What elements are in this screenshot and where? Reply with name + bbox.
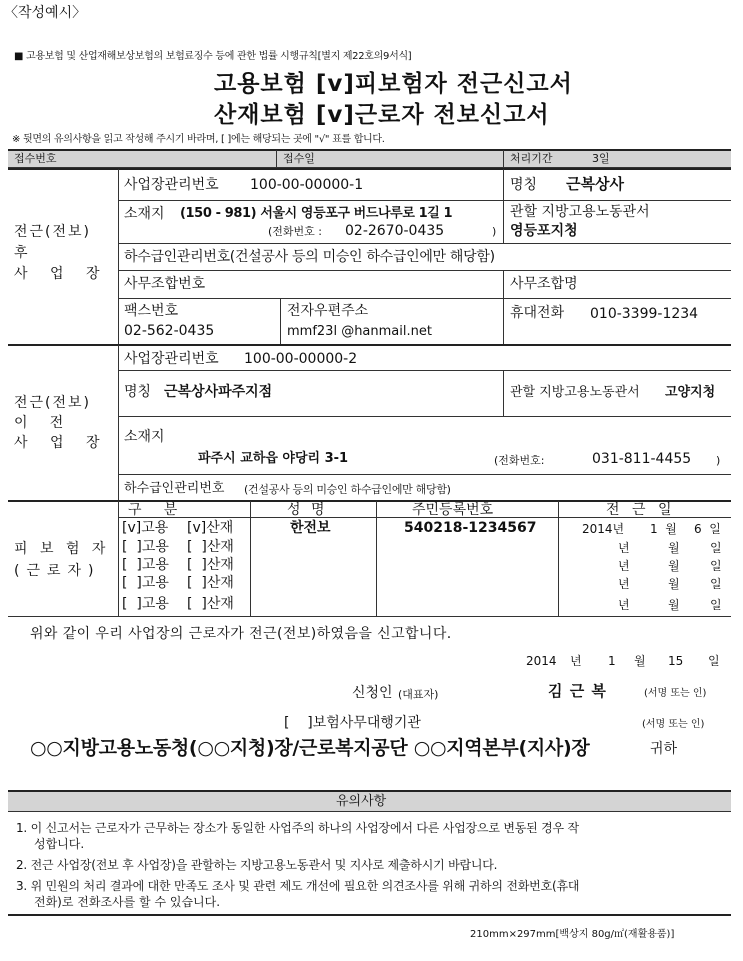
insured-name: 한전보: [290, 520, 331, 536]
date-year: 2014: [526, 654, 557, 668]
transfer-year: 년: [618, 598, 630, 612]
after-phone: 02-2670-0435: [345, 223, 445, 239]
employment-checkbox[interactable]: [ ]고용: [122, 596, 169, 612]
before-name: 근복상사파주지점: [164, 384, 273, 400]
instruction-text: ※ 뒷면의 유의사항을 읽고 작성해 주시기 바라며, [ ]에는 해당되는 곳에 "√" 표를 합니다.: [12, 134, 385, 145]
transfer-month: 월: [668, 598, 680, 612]
col-name-header: 성 명: [287, 502, 328, 518]
after-fax-label: 팩스번호: [124, 303, 179, 319]
date-day: 15: [668, 654, 684, 668]
agency-sign-note[interactable]: (서명 또는 인): [642, 719, 705, 730]
after-side-label-3: 사 업 장: [14, 266, 109, 282]
after-fax: 02-562-0435: [124, 323, 215, 339]
after-phone-label: (전화번호 :: [268, 225, 322, 238]
date-month-unit: 월: [634, 654, 646, 668]
after-office: 영등포지청: [510, 223, 578, 239]
example-label: 〈작성예시〉: [4, 5, 87, 21]
note-line-3: 3. 위 민원의 처리 결과에 대한 만족도 조사 및 관련 제도 개선에 필요한 의견조사를 위해 귀하의 전화번호(휴대: [16, 879, 580, 893]
before-office: 고양지청: [665, 385, 716, 400]
processing-period-value: 3일: [592, 152, 610, 165]
before-address-label: 소재지: [124, 429, 165, 445]
employment-checkbox[interactable]: [ ]고용: [122, 539, 169, 555]
after-mgmt-no-label: 사업장관리번호: [124, 177, 219, 193]
employment-checkbox[interactable]: [ ]고용: [122, 575, 169, 591]
before-side-label-1: 전근(전보): [14, 395, 92, 411]
agency-checkbox[interactable]: [ ]보험사무대행기관: [284, 715, 421, 731]
transfer-year: 년: [618, 559, 630, 573]
before-phone-label: (전화번호:: [494, 454, 545, 467]
employment-checkbox[interactable]: [ ]고용: [122, 557, 169, 573]
note-line-1: 1. 이 신고서는 근로자가 근무하는 장소가 동일한 사업주의 하나의 사업장에서 다른 사업장으로 변동된 경우 작: [16, 821, 579, 835]
after-mgmt-no: 100-00-00000-1: [250, 177, 364, 193]
before-side-label-3: 사 업 장: [14, 435, 109, 451]
col-rrn-header: 주민등록번호: [412, 502, 494, 518]
after-name-label: 명칭: [510, 177, 538, 193]
before-address: 파주시 교하읍 야당리 3-1: [198, 451, 349, 466]
before-phone: 031-811-4455: [592, 451, 692, 467]
transfer-month: 월: [668, 577, 680, 591]
before-phone-close: ): [716, 454, 721, 467]
applicant-sub-label: (대표자): [398, 688, 439, 701]
addressee: ○○지방고용노동청(○○지청)장/근로복지공단 ○○지역본부(지사)장: [30, 737, 590, 759]
receipt-date-label: 접수일: [283, 152, 315, 165]
after-address-label: 소재지: [124, 206, 165, 222]
industrial-checkbox[interactable]: [ ]산재: [187, 575, 234, 591]
after-email: mmf23l @hanmail.net: [287, 324, 432, 339]
transfer-day: 일: [710, 577, 722, 591]
transfer-month: 1 월: [650, 522, 677, 536]
industrial-checkbox[interactable]: [ ]산재: [187, 596, 234, 612]
col-type-header: 구 분: [128, 502, 178, 518]
before-office-label: 관할 지방고용노동관서: [510, 385, 640, 400]
regulation-text: ■ 고용보험 및 산업재해보상보험의 보험료징수 등에 관한 법률 시행규칙[별지 제22호의9서식]: [14, 51, 412, 62]
transfer-month: 월: [668, 541, 680, 555]
after-mobile: 010-3399-1234: [590, 306, 699, 322]
header-bar: [8, 150, 731, 167]
transfer-year: 2014년: [582, 522, 625, 536]
receipt-no-label: 접수번호: [14, 152, 57, 165]
after-side-label-2: 후: [14, 245, 28, 261]
title-line-2: 산재보험 [v]근로자 전보신고서: [214, 102, 550, 128]
before-subcontract-label: 하수급인관리번호: [124, 481, 225, 496]
transfer-year: 년: [618, 577, 630, 591]
applicant-sign-note[interactable]: (서명 또는 인): [644, 688, 707, 699]
after-address: (150 - 981) 서울시 영등포구 버드나루로 1길 1: [180, 206, 453, 221]
date-day-unit: 일: [708, 654, 720, 668]
addressee-suffix: 귀하: [650, 741, 678, 757]
after-mobile-label: 휴대전화: [510, 305, 565, 321]
note-line-2: 2. 전근 사업장(전보 후 사업장)을 관할하는 지방고용노동관서 및 지사로 제출하시기 바랍니다.: [16, 858, 498, 872]
transfer-day: 일: [710, 541, 722, 555]
before-mgmt-no: 100-00-00000-2: [244, 351, 358, 367]
before-side-label-2: 이 전: [14, 415, 64, 431]
after-email-label: 전자우편주소: [287, 303, 369, 319]
transfer-day: 6 일: [694, 522, 721, 536]
note-line-1-cont: 성합니다.: [34, 837, 85, 851]
insured-rrn: 540218-1234567: [404, 520, 537, 536]
date-month: 1: [608, 654, 616, 668]
date-year-unit: 년: [570, 654, 582, 668]
after-side-label-1: 전근(전보): [14, 224, 92, 240]
industrial-checkbox[interactable]: [v]산재: [187, 520, 234, 536]
employment-checkbox[interactable]: [v]고용: [122, 520, 169, 536]
after-office-label: 관할 지방고용노동관서: [510, 204, 650, 220]
industrial-checkbox[interactable]: [ ]산재: [187, 539, 234, 555]
insured-side-label-2: (근로자): [14, 563, 101, 579]
transfer-year: 년: [618, 541, 630, 555]
before-mgmt-no-label: 사업장관리번호: [124, 351, 219, 367]
after-phone-close: ): [492, 225, 497, 238]
declaration-text: 위와 같이 우리 사업장의 근로자가 전근(전보)하였음을 신고합니다.: [30, 626, 452, 642]
title-line-1: 고용보험 [v]피보험자 전근신고서: [214, 71, 573, 97]
note-line-3-cont: 전화)로 전화조사를 할 수 있습니다.: [34, 895, 221, 909]
applicant-label: 신청인: [352, 685, 393, 701]
before-name-label: 명칭: [124, 384, 152, 400]
after-subcontract-label: 하수급인관리번호(건설공사 등의 미승인 하수급인에만 해당함): [124, 249, 495, 265]
applicant-name: 김 근 복: [548, 682, 607, 700]
after-union-no-label: 사무조합번호: [124, 276, 206, 292]
processing-period-label: 처리기간: [510, 152, 553, 165]
notes-title: 유의사항: [336, 794, 387, 809]
paper-size-footer: 210mm×297mm[백상지 80g/㎡(재활용품)]: [470, 929, 675, 940]
transfer-month: 월: [668, 559, 680, 573]
industrial-checkbox[interactable]: [ ]산재: [187, 557, 234, 573]
after-name: 근복상사: [566, 175, 624, 193]
before-subcontract-note: (건설공사 등의 미승인 하수급인에만 해당함): [244, 483, 451, 496]
insured-side-label-1: 피 보 험 자: [14, 541, 110, 557]
after-union-name-label: 사무조합명: [510, 276, 578, 292]
transfer-day: 일: [710, 598, 722, 612]
transfer-day: 일: [710, 559, 722, 573]
col-date-header: 전 근 일: [606, 502, 676, 518]
